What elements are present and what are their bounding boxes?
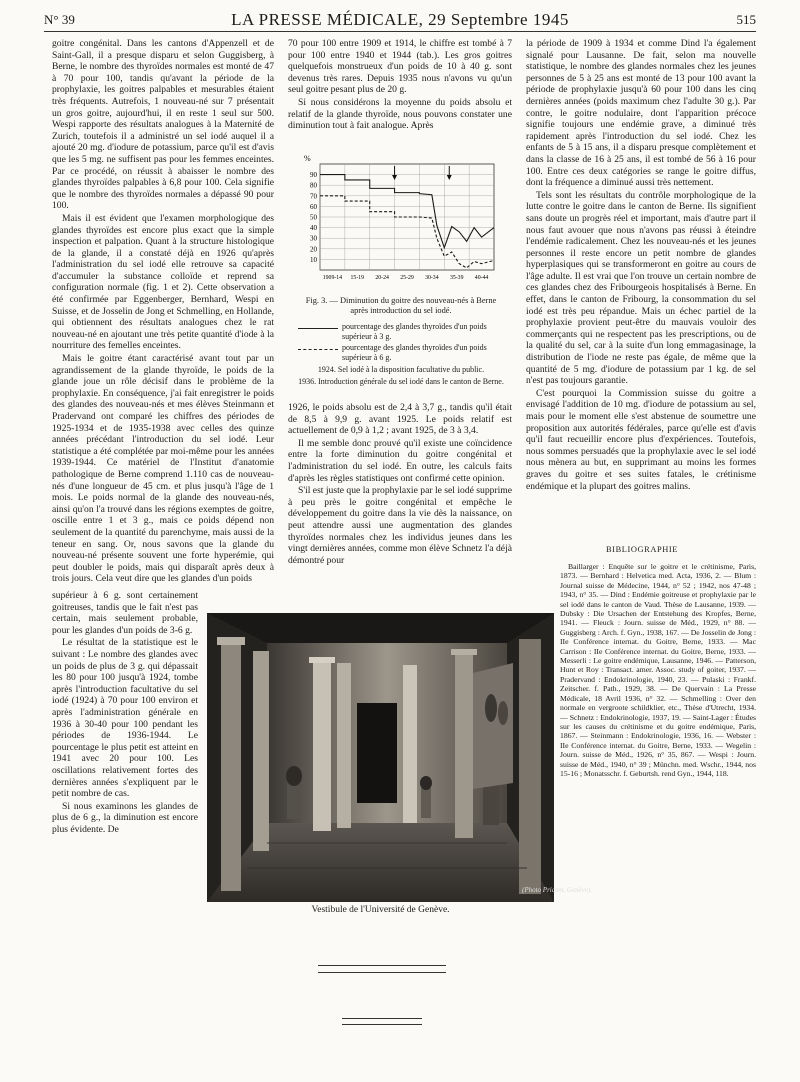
chart-x-tick-label: 25-29: [400, 275, 414, 281]
chart-marker-arrowhead: [447, 175, 452, 180]
chart-y-tick-label: 60: [310, 202, 317, 211]
chart-x-tick-label: 1909-14: [322, 275, 343, 281]
paragraph: la période de 1909 à 1934 et comme Dind l'a également signalé pour Lausanne. De fait, selon ma nouvelle statistique, le nombre des glandes normales chez les jeunes personnes de 5 à 25 ans est monté de 13 pour 100 avant la période de prophylaxie jusqu'à 60 pour 100 dans les cinq dernières années (poids maximum chez l'adulte 30 g.). Par contre, le goitre nodulaire, dont l'apparition précoce signifie toujours une endémie grave, a diminué très rapidement après l'introduction du sel iodé. Chez les enfants de 5 à 15 ans, il a disparu presque complètement et dans la classe de 16 à 25 ans, il est tombé de 56 à 16 pour 100. Entre ces deux catégories se range le goitre diffus, dont la fréquence a diminué aussi très nettement.: [526, 38, 756, 189]
paragraph: supérieur à 6 g. sont certainement goitreuses, tandis que le fait n'est pas certain, mais seulement probable, pour les glandes d'un poids de 3-6 g.: [52, 590, 198, 636]
closing-rule: [318, 972, 446, 973]
legend-swatch-solid: [298, 322, 338, 329]
column-1-lower-text: [52, 590, 198, 916]
chart-ylabel: %: [304, 154, 311, 163]
goitre-decline-chart: [296, 152, 502, 290]
chart-markers: [392, 166, 452, 180]
photo-caption: Vestibule de l'Université de Genève.: [311, 905, 450, 915]
chart-legend: [298, 322, 504, 387]
paragraph: 1926, le poids absolu est de 2,4 à 3,7 g., tandis qu'il était de 8,5 à 9,9 g. avant 1925. Le poids relatif est actuellement de 0,9 à 1,2 ; avant 1925, de 3 à 3,4.: [288, 402, 512, 437]
closing-rule: [318, 965, 446, 966]
paragraph: Il me semble donc prouvé qu'il existe une coïncidence entre la forte diminution du goitre congénital et l'administration du sel iodé. En outre, les calculs faits d'après les règles statistiques ont confirmé cette opinion.: [288, 437, 512, 484]
figure-caption: Fig. 3. — Diminution du goitre des nouveau-nés à Berne après introduction du sel iodé.: [305, 296, 497, 316]
closing-rule: [342, 1018, 422, 1019]
legend-label-dashed: pourcentage des glandes thyroïdes d'un poids supérieur à 6 g.: [342, 343, 487, 362]
photo-university-vestibule: [207, 613, 554, 902]
chart-x-tick-label: 30-34: [425, 275, 439, 281]
paragraph: 70 pour 100 entre 1909 et 1914, le chiffre est tombé à 7 pour 100 entre 1940 et 1944 (tab.). Les gros goitres quelquefois monstrueux d'un poids de 10 à 40 g. sont devenus très rares. Depuis 1935 nous n'avons vu qu'un seul goitre pesant plus de 20 g.: [288, 38, 512, 96]
chart-y-tick-label: 30: [310, 234, 317, 243]
chart-series-dashed: [320, 196, 494, 268]
legend-item-dashed: [298, 343, 504, 362]
chart-marker-arrowhead: [392, 175, 397, 180]
paragraph: Mais le goitre étant caractérisé avant tout par un agrandissement de la glande thyroïde, le poids de la glande joue un rôle décisif dans le problème de la prophylaxie. En conséquence, j'ai fait enregistrer le poids des glandes des nouveau-nés et mes élèves Steinmann et Pradervand ont comparé les chiffres des périodes de 1925-1934 et de 1935-1938 avec celles des quinze années précédant l'introduction du sel iodé. Leur statistique a été complétée par moi-même pour les années 1939-1944. Ce matériel de l'Institut d'anatomie pathologique de Berne comprend 1.110 cas de nouveau-nés d'une longueur de 45 cm. et plus jusqu'à l'âge de 1 mois. Le poids normal de la glande des nouveau-nés, ainsi qu'on l'a trouvé dans les régions exemptes de goitre, oscille entre 1 et 3 g., mais ce poids dépend non seulement de la quantité du parenchyme, mais aussi de la teneur en sang. Or, nous savons que la glande du nouveau-né présente souvent une forte hyperémie, qui peut doubler le poids, mais qui disparaît après deux à trois jours. Cela veut dire que les glandes d'un poids: [52, 353, 274, 585]
paragraph: Le résultat de la statistique est le suivant : Le nombre des glandes avec un poids de plus de 3 g. qui dépassait les 80 pour 100 jusqu'à 1924, tombe après l'introduction facultative du sel iodé (1924) à 70 pour 100 environ et après l'administration générale en 1936 à 30-40 pour 100 pendant les périodes de 1936-1944. Le pourcentage le plus petit est atteint en 1941 avec 20 pour 100. Les oscillations relativement fortes des dernières années s'expliquent par le petit nombre de cas.: [52, 637, 198, 800]
vestibule-illustration: [207, 613, 554, 902]
paragraph: Mais il est évident que l'examen morphologique des glandes thyroïdes est encore plus exact que la simple inspection et palpation. Quant à la structure histologique de la glande, il a constaté déjà en 1926 qu'après l'administration du sel iodé elle retrouve sa capacité d'accumuler la substance colloïde et reprend sa configuration normale (fig. 1 et 2). Cette observation a été confirmée par Eggenberger, Bernhard, Wespi en Suisse, et de Josselin de Jong et Schmelling, en Hollande, qui obtiennent des résultats analogues chez le rat nouveau-né en ajoutant une très petite quantité d'iode à la nourriture des femelles enceintes.: [52, 212, 274, 352]
chart-y-axis: [310, 171, 318, 264]
journal-title: LA PRESSE MÉDICALE, 29 Septembre 1945: [231, 10, 569, 29]
chart-series-group: [320, 175, 494, 268]
chart-y-tick-label: 10: [310, 255, 317, 264]
legend-item-solid: [298, 322, 504, 341]
figure-note-1936: 1936. Introduction générale du sel iodé dans le canton de Berne.: [298, 376, 504, 386]
legend-swatch-dashed: [298, 343, 338, 350]
paragraph: goitre congénital. Dans les cantons d'Appenzell et de Saint-Gall, il a presque disparu et selon Guggisberg, à Berne, le nombre des thyroïdes normales est monté de 47 à 70 pour 100, tandis qu'avant la période de la prophylaxie, les goitres palpables et mesurables étaient très fréquents. Autrefois, 1 nouveau-né sur 7 présentait un gros goitre, aujourd'hui, il en reste 1 seul sur 500. Wespi rapporte des résultats analogues à la Maternité de Zurich, toutefois il a administré un sel iodé auquel il a ajouté 20 mg. d'iodure de potassium, parce qu'il est d'avis que les 5 mg. ne suffisent pas pour les femmes enceintes. Par ce procédé, on réussit à abaisser le nombre des glandes thyroïdes palpables à 6,8 pour 100. Cela signifie que le nombre des thyroïdes normales a dépassé 90 pour 100.: [52, 38, 274, 212]
paragraph: Si nous examinons les glandes de plus de 6 g., la diminution est encore plus évidente. De: [52, 800, 198, 835]
column-2-top-text: [288, 38, 512, 150]
paragraph: C'est pourquoi la Commission suisse du goitre a envisagé l'addition de 10 mg. d'iodure de potassium au sel, mais pour le moment elle s'est abstenue de soumettre une proposition aux autorités fédérales, parce qu'elle est d'avis qu'il faut recueillir encore plus d'expériences. Toutefois, nous sommes persuadés que la prophylaxie avec le sel iodé nous mènera au but, en supprimant au moins les formes graves du goitre et ses suites fatales, le crétinisme endémique et la plupart des goitres malins.: [526, 387, 756, 492]
figure-note-1924: 1924. Sel iodé à la disposition facultative du public.: [317, 365, 485, 375]
chart-y-tick-label: 90: [310, 171, 317, 180]
column-1-text: [52, 38, 274, 630]
legend-label-solid: pourcentage des glandes thyroïdes d'un poids supérieur à 3 g.: [342, 322, 487, 341]
paragraph: Tels sont les résultats du contrôle morphologique de la lutte contre le goitre dans le canton de Berne. Ils signifient sans doute un progrès réel et important, mais d'autre part il nous faut avouer que nous n'avons pas réussi à éteindre l'endémie radicalement. Chez les nouveau-nés et les jeunes personnes il reste encore un petit nombre de glandes hyperplasiques qui se transformeront en goitre au cours de l'âge adulte. Il est vrai que l'on trouve un certain nombre de ces glandes chez des Fribourgeois hospitalisés à Berne. En effet, dans le canton de Fribourg, la consommation du sel iodé est très peu répandue. Mais un échec partiel de la prophylaxie provient peut-être du mauvais vouloir des commerçants qui ne respectent pas les prescriptions, ou de la qualité du sel, car à la suite d'un long emmagasinage, la distribution de l'iode ne reste pas égale, de même que la quantité de 5 mg. d'iodure de potassium par 1 kg. de sel n'est pas toujours garantie.: [526, 189, 756, 387]
paragraph: Si nous considérons la moyenne du poids absolu et relatif de la glande thyroïde, nous pouvons constater une diminution tout à fait analogue. Après: [288, 96, 512, 132]
closing-rule: [342, 1024, 422, 1025]
page-number: 515: [736, 12, 756, 27]
column-3-text: [526, 38, 756, 538]
photo-credit: (Photo Pricam, Genève).: [522, 886, 592, 894]
bibliography-heading: BIBLIOGRAPHIE: [606, 545, 679, 554]
chart-y-tick-label: 80: [310, 181, 317, 190]
column-2-bottom-text: [288, 402, 512, 608]
chart-x-tick-label: 35-39: [449, 275, 464, 281]
chart-y-tick-label: 20: [310, 245, 317, 254]
bibliography-text: [560, 562, 756, 778]
chart-x-tick-label: 20-24: [375, 275, 389, 281]
bibliography-entries: Baillarger : Enquête sur le goitre et le crétinisme, Paris, 1873. — Bernhard : Helvetica med. Acta, 1936, 2. — Blum : Journal suisse de Médecine, 1944, n° 52 ; 1942, nos 47-48 ; 1943, n° 35. — Dind : Endémie goitreuse et prophylaxie par le sel iodé dans le canton de Vaud. Thèse de Lausanne, 1939. — Dubsky : Die Ursachen der Entstehung des Kropfes, Berne, 1941. — Fleuck : Journ. suisse de Méd., 1929, n° 88. — Guggisberg : Arch. f. Gyn., 1938, 167. — De Josselin de Jong : IIe Conférence internat. du Goitre, Berne, 1933. — Mac Carrison : IIe Conférence internat. du Goitre, Berne, 1933. — Messerli : Le goitre endémique, Lausanne, 1946. — Patterson, Hunt et Roy : Transact. amer. Assoc. study of goiter, 1937. — Pradervand : Endokrinologie, 1940, 23. — Pulaski : Frankf. Zeitscher. f. Path., 1929, 38. — De Quervain : La Presse Médicale, 18 Avril 1936, n° 32. — Schmelling : Over den normale en vergroote schildklier, etc., Thèse d'Utrecht, 1934. — Schnetz : Endokrinologie, 1937, 19. — Saint-Lager : Études sur les causes du crétinisme et du goitre endémique, Paris, 1867. — Steinmann : Endokrinologie, 1936, 16. — Webster : IIe Conférence internat. du Goitre, Berne, 1933. — Wegelin : Journ. suisse de Méd., 1926, n° 35, 867. — Wespi : Journ. suisse de Méd., 1940, n° 39 ; Münchn. med. Wschr., 1944, nos 15-16 ; Monatsschr. f. Geburtsh. rend Gyn., 1944, 118.: [560, 562, 756, 778]
chart-series-solid: [320, 175, 494, 248]
chart-y-tick-label: 50: [310, 213, 317, 222]
chart-x-axis: [323, 275, 489, 281]
chart-y-tick-label: 70: [310, 192, 317, 201]
issue-number: N° 39: [44, 12, 75, 27]
chart-x-tick-label: 40-44: [474, 275, 489, 281]
paragraph: S'il est juste que la prophylaxie par le sel iodé supprime à peu près le goitre congénital et empêche le développement du goitre dans la vie dès la naissance, on peut attendre aussi une augmentation des glandes thyroïdes normales chez les individus jeunes dans les vingt dernières années, comme mon élève Schnetz l'a déjà démontré pour: [288, 485, 512, 566]
chart-y-tick-label: 40: [310, 224, 317, 233]
chart-x-tick-label: 15-19: [350, 275, 365, 281]
header-rule: [44, 31, 756, 32]
